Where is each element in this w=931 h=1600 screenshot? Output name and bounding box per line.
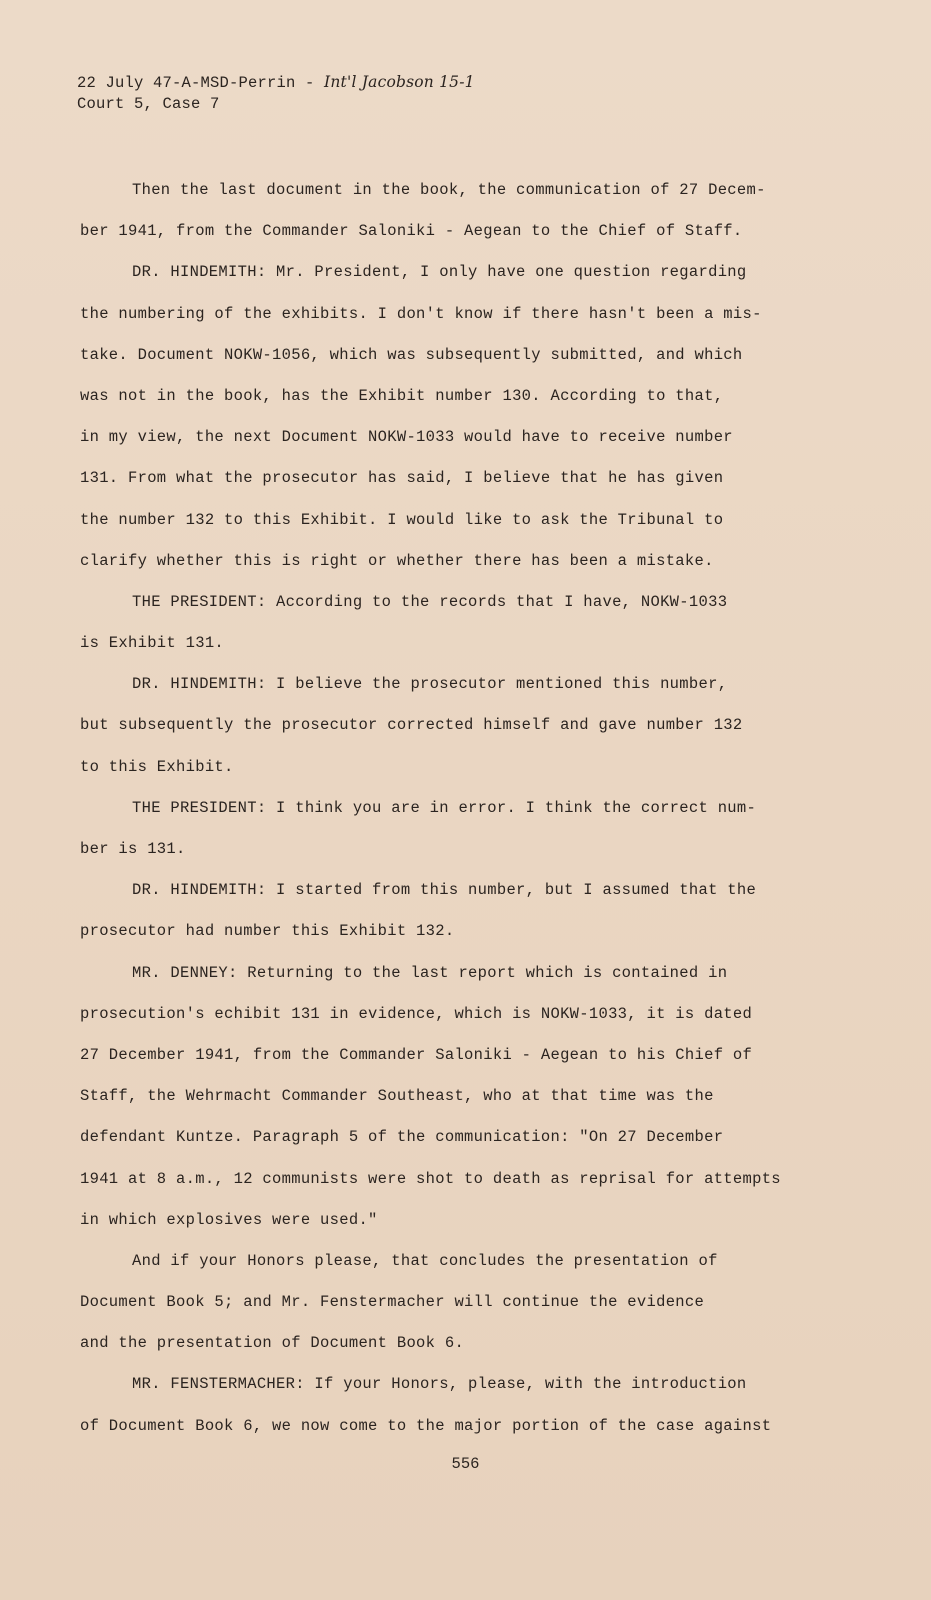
- text-line: DR. HINDEMITH: I started from this number, but I assumed that the: [132, 881, 757, 900]
- text-line: Staff, the Wehrmacht Commander Southeast, who at that time was the: [80, 1087, 714, 1106]
- text-line: DR. HINDEMITH: I believe the prosecutor mentioned this number,: [132, 675, 728, 694]
- header-handwritten-note: Int'l Jacobson 15-1: [324, 73, 475, 91]
- text-line: was not in the book, has the Exhibit number 130. According to that,: [80, 386, 724, 405]
- text-line: THE PRESIDENT: According to the records that I have, NOKW-1033: [132, 592, 728, 611]
- text-line: of Document Book 6, we now come to the major portion of the case against: [80, 1416, 772, 1435]
- text-line: to this Exhibit.: [80, 757, 234, 776]
- page-number: 556: [451, 1455, 480, 1473]
- text-line: 1941 at 8 a.m., 12 communists were shot to death as reprisal for attempts: [80, 1169, 781, 1188]
- text-line: but subsequently the prosecutor corrected himself and gave number 132: [80, 716, 743, 735]
- header-court-case: Court 5, Case 7: [77, 95, 220, 113]
- text-line: DR. HINDEMITH: Mr. President, I only have one question regarding: [132, 263, 747, 282]
- text-line: the number 132 to this Exhibit. I would like to ask the Tribunal to: [80, 510, 724, 529]
- text-line: in which explosives were used.": [80, 1210, 378, 1229]
- text-line: take. Document NOKW-1056, which was subsequently submitted, and which: [80, 345, 743, 364]
- document-header: [77, 72, 475, 115]
- text-line: is Exhibit 131.: [80, 634, 225, 653]
- text-line: MR. DENNEY: Returning to the last report which is contained in: [132, 963, 728, 982]
- text-line: ber is 131.: [80, 840, 186, 858]
- text-line: prosecution's echibit 131 in evidence, which is NOKW-1033, it is dated: [80, 1004, 753, 1023]
- text-line: in my view, the next Document NOKW-1033 would have to receive number: [80, 428, 733, 447]
- text-line: the numbering of the exhibits. I don't know if there hasn't been a mis-: [80, 304, 762, 323]
- text-line: And if your Honors please, that concludes the presentation of: [132, 1251, 718, 1270]
- text-line: prosecutor had number this Exhibit 132.: [80, 922, 455, 941]
- text-line: Document Book 5; and Mr. Fenstermacher will continue the evidence: [80, 1293, 705, 1312]
- header-typed-reference: 22 July 47-A-MSD-Perrin -: [77, 74, 325, 92]
- text-line: 131. From what the prosecutor has said, I believe that he has given: [80, 469, 724, 488]
- text-line: clarify whether this is right or whether there has been a mistake.: [80, 551, 714, 570]
- text-line: 27 December 1941, from the Commander Saloniki - Aegean to his Chief of: [80, 1045, 753, 1064]
- text-line: THE PRESIDENT: I think you are in error. I think the correct num-: [132, 798, 757, 817]
- header-line-1: [77, 72, 475, 94]
- text-line: and the presentation of Document Book 6.: [80, 1334, 465, 1353]
- text-line: ber 1941, from the Commander Saloniki - Aegean to the Chief of Staff.: [80, 222, 743, 241]
- text-line: MR. FENSTERMACHER: If your Honors, please, with the introduction: [132, 1375, 747, 1394]
- transcript-body: [80, 170, 840, 1447]
- text-line: Then the last document in the book, the communication of 27 Decem-: [132, 181, 766, 199]
- text-line: defendant Kuntze. Paragraph 5 of the communication: "On 27 December: [80, 1128, 724, 1147]
